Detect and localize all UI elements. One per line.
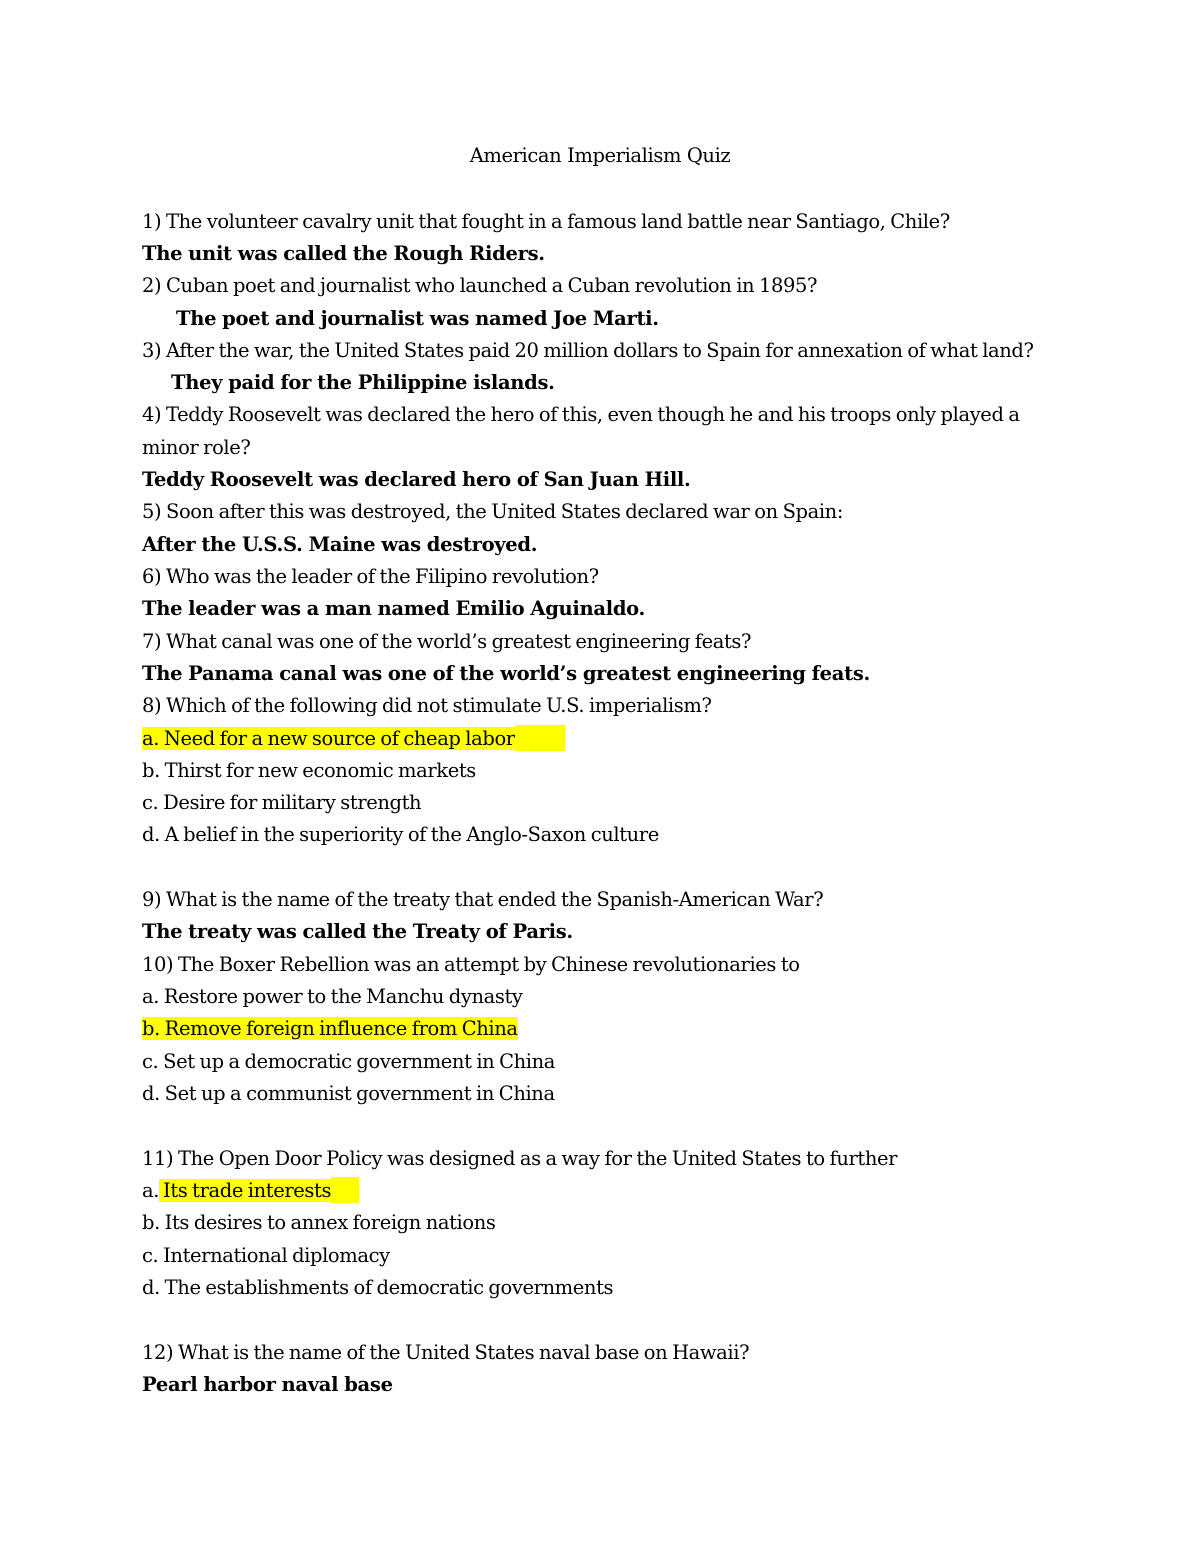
question-11: 11) The Open Door Policy was designed as a way for the United States to further (142, 1147, 898, 1170)
highlighted-answer: b. Remove foreign influence from China (142, 1017, 518, 1040)
question-1: 1) The volunteer cavalry unit that fought in a famous land battle near Santiago, Chile? (142, 210, 950, 233)
question-10-option-d: d. Set up a communist government in China (142, 1082, 555, 1105)
page-title: American Imperialism Quiz (469, 144, 731, 167)
question-3: 3) After the war, the United States paid 20 million dollars to Spain for annexation of what land? (142, 339, 1034, 362)
answer-9: The treaty was called the Treaty of Paris. (142, 920, 573, 943)
answer-4: Teddy Roosevelt was declared hero of San Juan Hill. (142, 468, 691, 491)
answer-1: The unit was called the Rough Riders. (142, 242, 545, 265)
question-11-option-d: d. The establishments of democratic governments (142, 1276, 614, 1299)
question-10-option-a: a. Restore power to the Manchu dynasty (142, 985, 523, 1008)
question-8: 8) Which of the following did not stimulate U.S. imperialism? (142, 694, 712, 717)
question-10-option-b (142, 1015, 518, 1043)
question-8-option-c: c. Desire for military strength (142, 791, 422, 814)
question-11-option-c: c. International diplomacy (142, 1244, 390, 1267)
question-10: 10) The Boxer Rebellion was an attempt by Chinese revolutionaries to (142, 953, 800, 976)
question-4-line-2: minor role? (142, 436, 251, 459)
question-5: 5) Soon after this was destroyed, the United States declared war on Spain: (142, 500, 844, 523)
question-10-option-c: c. Set up a democratic government in China (142, 1050, 556, 1073)
answer-3: They paid for the Philippine islands. (171, 371, 555, 394)
question-2: 2) Cuban poet and journalist who launched a Cuban revolution in 1895? (142, 274, 818, 297)
option-letter-a: a. (142, 1179, 160, 1202)
question-9: 9) What is the name of the treaty that ended the Spanish-American War? (142, 888, 824, 911)
answer-6: The leader was a man named Emilio Aguinaldo. (142, 597, 646, 620)
question-6: 6) Who was the leader of the Filipino revolution? (142, 565, 599, 588)
answer-7: The Panama canal was one of the world’s greatest engineering feats. (142, 662, 870, 685)
answer-5: After the U.S.S. Maine was destroyed. (142, 533, 538, 556)
question-11-option-b: b. Its desires to annex foreign nations (142, 1211, 496, 1234)
question-8-option-b: b. Thirst for new economic markets (142, 759, 476, 782)
answer-12: Pearl harbor naval base (142, 1373, 393, 1396)
highlighted-answer: Its trade interests (159, 1179, 331, 1202)
question-7: 7) What canal was one of the world’s greatest engineering feats? (142, 630, 752, 653)
answer-2: The poet and journalist was named Joe Marti. (176, 307, 659, 330)
highlighted-answer: a. Need for a new source of cheap labor (142, 727, 515, 750)
highlight-extension (515, 725, 565, 751)
question-11-option-a (142, 1177, 359, 1205)
question-12: 12) What is the name of the United States naval base on Hawaii? (142, 1341, 750, 1364)
question-4-line-1: 4) Teddy Roosevelt was declared the hero of this, even though he and his troops only played a (142, 403, 1020, 426)
question-8-option-a (142, 725, 565, 753)
question-8-option-d: d. A belief in the superiority of the Anglo-Saxon culture (142, 823, 659, 846)
highlight-extension (331, 1177, 359, 1203)
